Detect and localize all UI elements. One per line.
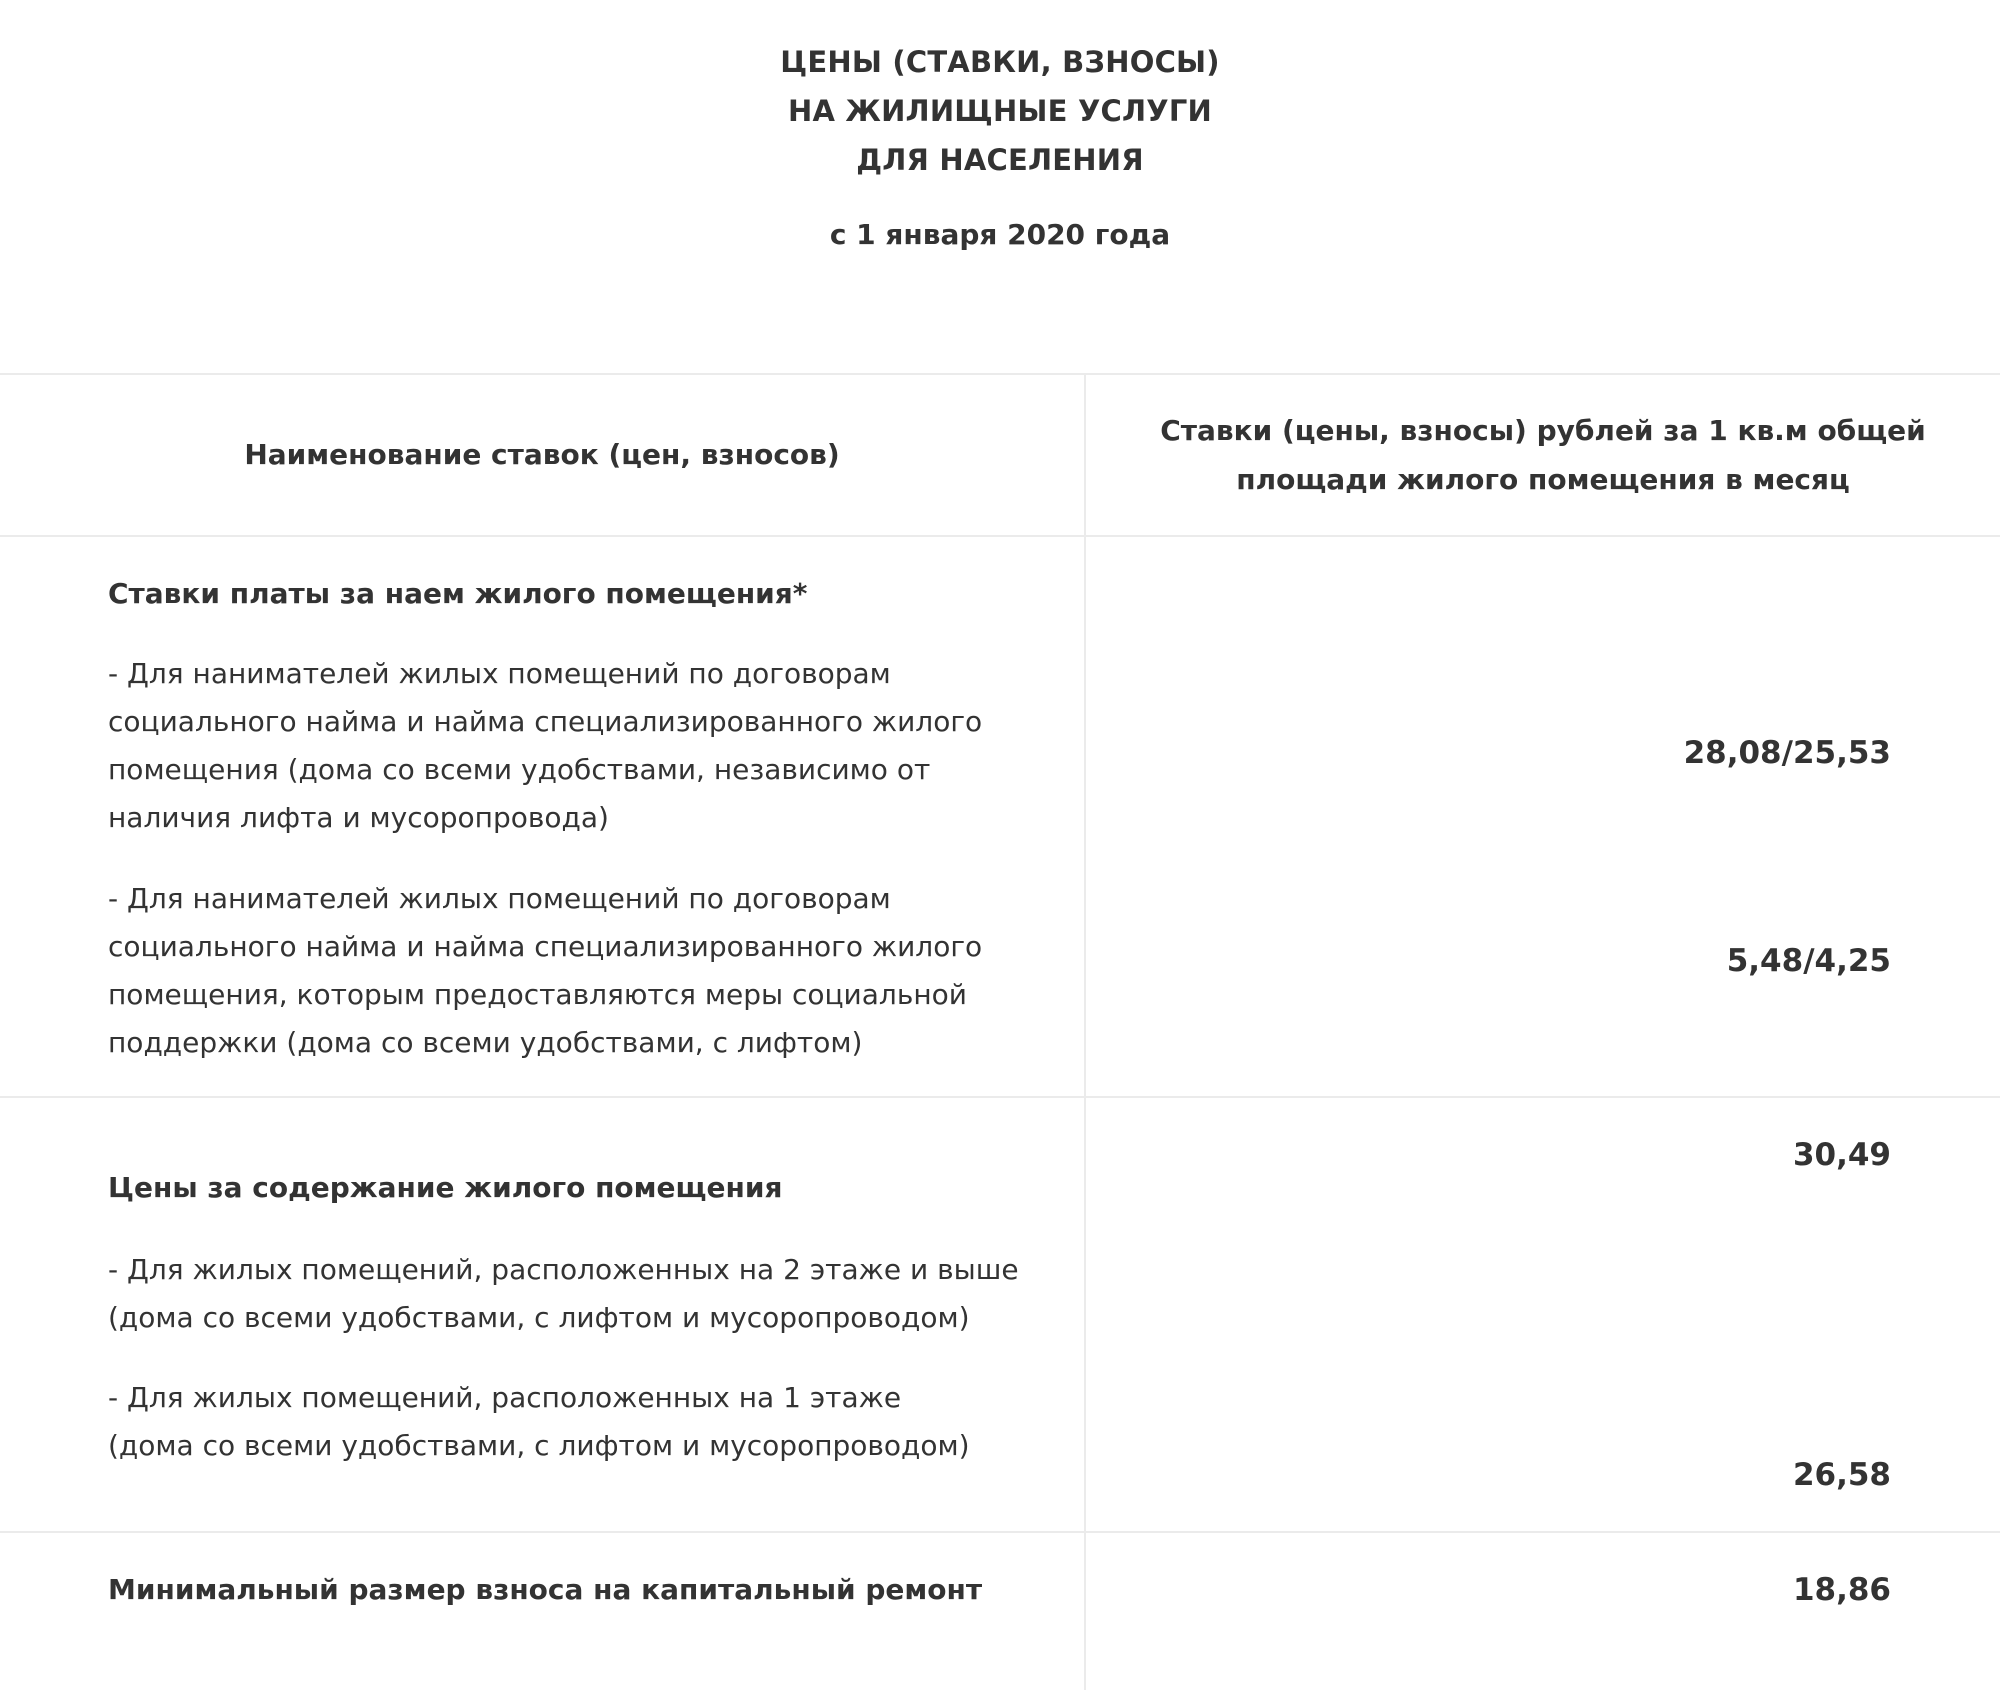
rent-item-2-value: 5,48/4,25 xyxy=(1726,943,1891,979)
heading-date: с 1 января 2020 года xyxy=(829,218,1171,251)
rent-item-1-text: - Для нанимателей жилых помещений по договорам социального найма и найма специализированного жилого помещения (дома со всеми удобствами, независимо от наличия лифта и мусоропровода) xyxy=(108,657,983,834)
section-title-maintenance: Цены за содержание жилого помещения xyxy=(108,1171,783,1204)
rates-table xyxy=(0,373,2000,1690)
heading-line-1: ЦЕНЫ (СТАВКИ, ВЗНОСЫ) xyxy=(780,45,1220,79)
table-column-divider xyxy=(1084,373,1086,1690)
column-header-rate: Ставки (цены, взносы) рублей за 1 кв.м общей площади жилого помещения в месяц xyxy=(1160,413,1926,496)
capital-repair-value: 18,86 xyxy=(1792,1572,1891,1608)
rent-item-2-text: - Для нанимателей жилых помещений по договорам социального найма и найма специализированного жилого помещения, которым предоставляются меры социальной поддержки (дома со всеми удобствами, с лифтом) xyxy=(108,882,983,1059)
maintenance-item-2-text: - Для жилых помещений, расположенных на 1 этаже (дома со всеми удобствами, с лифтом и мусоропроводом) xyxy=(108,1381,970,1462)
rent-item-1-value: 28,08/25,53 xyxy=(1683,735,1891,771)
maintenance-item-1-value: 30,49 xyxy=(1792,1137,1891,1173)
table-row-border-2 xyxy=(0,1531,2000,1533)
maintenance-item-2-value: 26,58 xyxy=(1792,1457,1891,1493)
table-row-border-1 xyxy=(0,1096,2000,1098)
section-title-rent: Ставки платы за наем жилого помещения* xyxy=(108,577,808,610)
heading-line-2: НА ЖИЛИЩНЫЕ УСЛУГИ xyxy=(787,94,1213,128)
page-heading xyxy=(0,38,2000,255)
heading-line-3: ДЛЯ НАСЕЛЕНИЯ xyxy=(856,143,1144,177)
section-title-capital-repair: Минимальный размер взноса на капитальный ремонт xyxy=(108,1573,983,1606)
maintenance-item-1-text: - Для жилых помещений, расположенных на 2 этаже и выше (дома со всеми удобствами, с лифтом и мусоропроводом) xyxy=(108,1253,1019,1334)
column-header-name: Наименование ставок (цен, взносов) xyxy=(244,438,840,471)
